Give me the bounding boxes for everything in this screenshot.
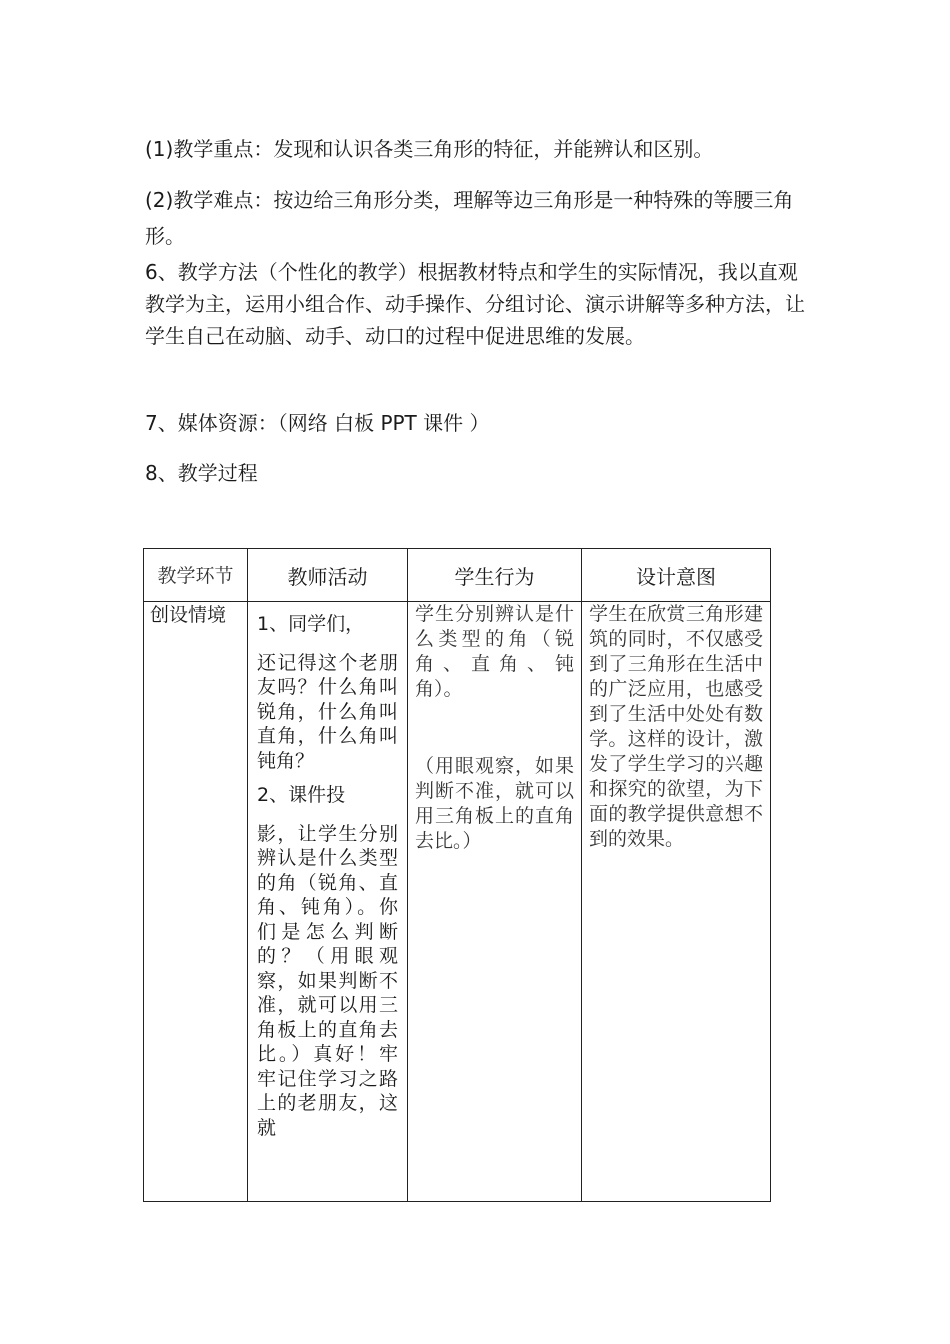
lesson-process-table (143, 548, 771, 1202)
teacher-activity-cell (248, 602, 408, 1202)
design-intent-cell (582, 602, 771, 1202)
teaching-method-paragraph: 6、教学方法（个性化的教学）根据教材特点和学生的实际情况，我以直观教学为主，运用小组合作、动手操作、分组讨论、演示讲解等多种方法，让学生自己在动脑、动手、动口的过程中促进思维的发展。 (145, 260, 805, 348)
student-behavior-2: （用眼观察，如果判断不准，就可以用三角板上的直角去比。） (415, 755, 574, 852)
stage-cell (144, 602, 248, 1202)
header-stage: 教学环节 (144, 549, 248, 602)
table-row (144, 602, 771, 1202)
teacher-step-2-head: 2、课件投 (257, 784, 346, 806)
header-teacher-activity: 教师活动 (248, 549, 408, 602)
teacher-step-1-body: 还记得这个老朋友吗？什么角叫锐角，什么角叫直角，什么角叫钝角？ (257, 651, 398, 772)
student-behavior-1: 学生分别辨认是什么类型的角（锐角、直角、钝角）。 (415, 603, 574, 700)
teacher-step-1-head: 1、同学们， (257, 613, 365, 635)
design-intent-text: 学生在欣赏三角形建筑的同时，不仅感受到了三角形在生活中的广泛应用，也感受到了生活中处处有数学。这样的设计，激发了学生学习的兴趣和探究的欲望，为下面的教学提供意想不到的效果。 (589, 603, 763, 850)
table-header-row (144, 549, 771, 602)
stage-text: 创设情境 (150, 604, 227, 626)
key-point-paragraph: (1)教学重点：发现和认识各类三角形的特征，并能辨认和区别。 (145, 137, 714, 161)
difficulty-paragraph: (2)教学难点：按边给三角形分类，理解等边三角形是一种特殊的等腰三角形。 (145, 188, 794, 248)
media-resources-paragraph: 7、媒体资源：（网络 白板 PPT 课件 ） (145, 411, 490, 435)
teaching-process-heading: 8、教学过程 (145, 461, 258, 485)
teacher-step-2-body: 影，让学生分别辨认是什么类型的角（锐角、直角、钝角）。你们是怎么判断的？（用眼观察，如果判断不准，就可以用三角板上的直角去比。）真好！牢牢记住学习之路上的老朋友，这就 (257, 822, 398, 1139)
header-design-intent: 设计意图 (582, 549, 771, 602)
student-behavior-cell (408, 602, 582, 1202)
header-student-behavior: 学生行为 (408, 549, 582, 602)
